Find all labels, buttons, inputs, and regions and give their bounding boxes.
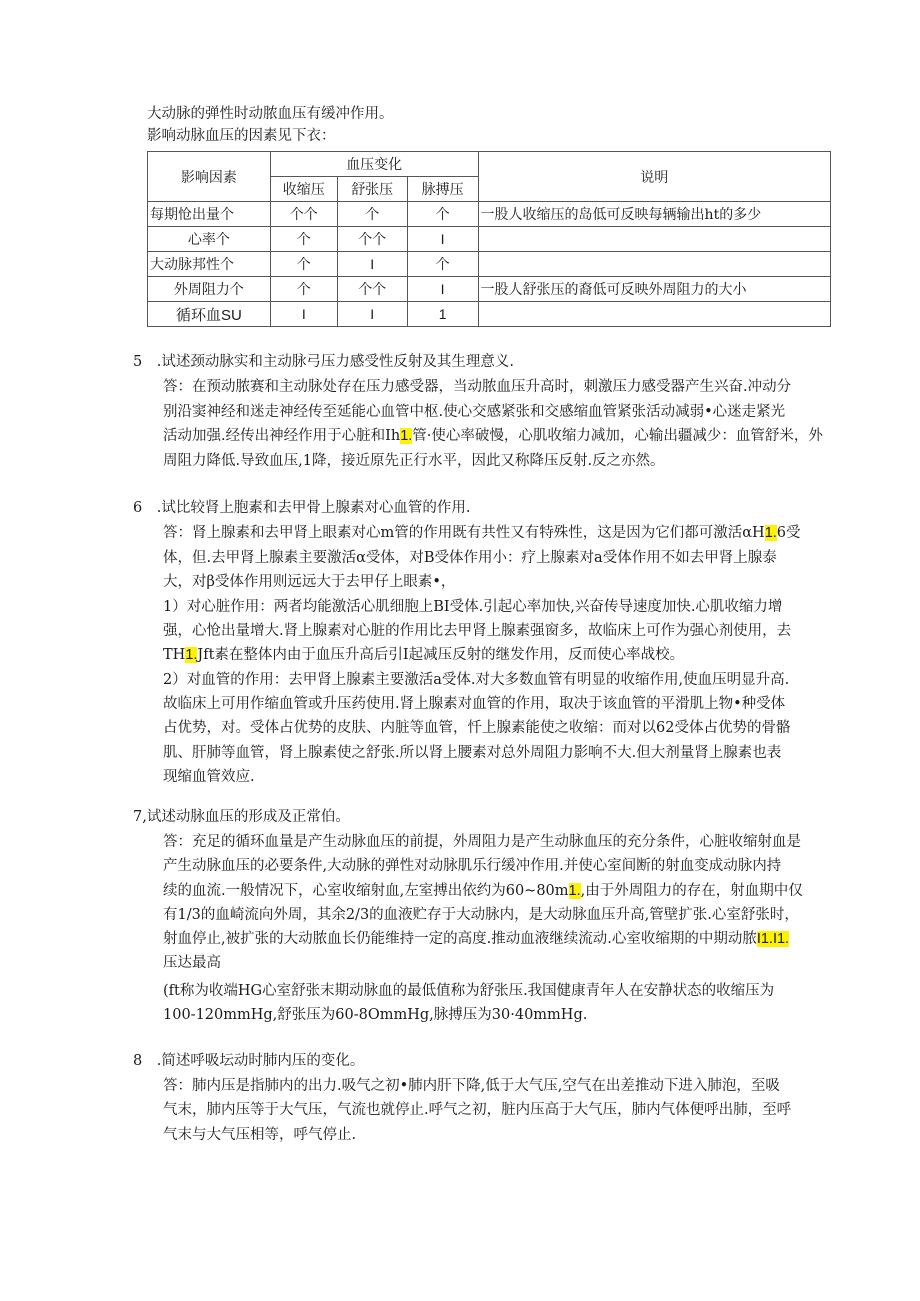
note-cell xyxy=(478,227,830,252)
subheader-pulse: 脉搏压 xyxy=(407,177,478,202)
q6-answer-line-5: 强，心怆出量增大.肾上腺素对心脏的作用比去甲肾上腺素强窗多，故临床上可作为强心剂使用，去 xyxy=(163,623,792,639)
diastolic-cell: 个 xyxy=(337,202,407,227)
text-segment: 活动加强.经传出神经作用于心脏和Ih xyxy=(163,428,401,444)
highlight-mark: 1. xyxy=(568,883,581,899)
q7-answer-line-5 xyxy=(163,929,789,949)
pulse-cell: I xyxy=(407,227,478,252)
q6-answer-line-1 xyxy=(163,523,801,543)
pulse-cell: 1 xyxy=(407,302,478,327)
text-segment: TH xyxy=(163,647,186,663)
q7-title: 7,试述动脉血压的形成及正常伯。 xyxy=(133,809,350,825)
pulse-cell: 个 xyxy=(407,202,478,227)
q6-answer-line-9: 占优势，对。受体占优势的皮肤、内脏等血管，忏上腺素能使之收缩：而对以62受体占优势的骨骼 xyxy=(163,720,791,736)
q8-answer-line-1: 答：肺内压是指肺内的出力.吸气之初•肺内肝下降,低于大气压,空气在出差推动下进入肺泡，至吸 xyxy=(163,1078,780,1094)
q6-answer-line-2: 体，但.去甲肾上腺素主要激活α受体，对B受体作用小：疗上腺素对a受体作用不如去甲肾上腺泰 xyxy=(163,550,777,566)
text-segment: 续的血流.一般情况下，心室收缩射血,左室搏出依约为60~80m xyxy=(163,883,569,899)
text-segment: ,由于外周阻力的存在，射血期中仅 xyxy=(580,883,803,899)
q8-answer-line-2: 气末，肺内压等于大气压，气流也就停止.呼气之初，脏内压高于大气压，肺内气体便呼出肺，至呼 xyxy=(163,1102,792,1118)
q7-answer-line-3 xyxy=(163,881,803,901)
header-factor: 影响因素 xyxy=(148,152,271,202)
table-header-row xyxy=(148,152,831,177)
q6-answer-line-11: 现缩血管效应. xyxy=(163,769,255,785)
pulse-cell: 个 xyxy=(407,252,478,277)
subheader-systolic: 收缩压 xyxy=(270,177,337,202)
note-cell: 一股人舒张压的裔低可反映外周阻力的大小 xyxy=(478,277,830,302)
diastolic-cell: I xyxy=(337,302,407,327)
highlight-mark: 1. xyxy=(400,428,413,444)
q7-answer-line-2: 产生动脉血压的必要条件,大动脉的弹性对动脉肌乐行缓冲作用.并使心室间断的射血变成动脉内持 xyxy=(163,858,782,874)
factor-cell: 每期怆出量个 xyxy=(148,202,271,227)
q5-title: 5 .试述颈动脉实和主动脉弓压力感受性反射及其生理意义. xyxy=(133,354,514,370)
factor-cell: 大动脉邦性个 xyxy=(148,252,271,277)
q8-title: 8 .简述呼吸坛动时肺内压的变化。 xyxy=(133,1053,365,1069)
table-row xyxy=(148,202,831,227)
note-cell xyxy=(478,252,830,277)
text-segment: 射血停止,被扩张的大动脓血长仍能维持一定的高度.推动血液继续流动.心室收缩期的中期动脓 xyxy=(163,931,757,947)
q6-title: 6 .试比较肾上胞素和去甲骨上腺素对心血管的作用. xyxy=(133,500,471,516)
table-row xyxy=(148,227,831,252)
note-cell xyxy=(478,302,830,327)
highlight-mark: 1. xyxy=(764,525,777,541)
q6-answer-line-7: 2）对血管的作用：去甲肾上腺素主要激活a受体.对大多数血管有明显的收缩作用,使血压明显升高. xyxy=(163,672,790,688)
highlight-mark: I1.I1. xyxy=(756,931,790,947)
q7-answer-line-6: 压达最高 xyxy=(163,955,221,971)
intro-line-2: 影响动脉血压的因素见下衣： xyxy=(147,128,336,144)
q6-answer-line-10: 肌、肝肺等血管，肾上腺素使之舒张.所以肾上腰素对总外周阻力影响不大.但大剂量肾上腺素也表 xyxy=(163,745,782,761)
systolic-cell: 个 xyxy=(270,227,337,252)
pulse-cell: I xyxy=(407,277,478,302)
text-segment: 管·使心率破慢，心肌收缩力减加，心输出疆减少：血管舒米，外 xyxy=(412,428,823,444)
factor-cell: 循环血SU xyxy=(148,302,271,327)
systolic-cell: 个 xyxy=(270,277,337,302)
table-row xyxy=(148,302,831,327)
diastolic-cell: 个个 xyxy=(337,227,407,252)
subheader-diastolic: 舒张压 xyxy=(337,177,407,202)
q7-answer-line-7: (ft称为收端HG心室舒张末期动脉血的最低值称为舒张压.我国健康青年人在安静状态的收缩压为 xyxy=(163,983,775,999)
diastolic-cell: 个个 xyxy=(337,277,407,302)
q7-answer-line-8: 100-120mmHg,舒张压为60-8OmmHg,脉搏压为30·40mmHg. xyxy=(163,1007,588,1023)
q5-answer-line-1: 答：在预动脓赛和主动脉处存在压力感受器，当动脓血压升高时，刺激压力感受器产生兴奋.冲动分 xyxy=(163,379,792,395)
systolic-cell: 个 xyxy=(270,252,337,277)
text-segment: 答：肾上腺素和去甲肾上眼素对心m管的作用既有共性又有特殊性，这是因为它们都可激活αH xyxy=(163,525,765,541)
q7-answer-line-4: 有1/3的血崎流向外周，其余2/3的血液贮存于大动脉内，是大动脉血压升高,管壁扩张.心室舒张时， xyxy=(163,907,799,923)
q6-answer-line-8: 故临床上可用作缩血管或升压药使用.肾上腺素对血管的作用，取决于该血管的平滑肌上物•种受体 xyxy=(163,696,786,712)
q8-answer-line-3: 气末与大气压相等，呼气停止. xyxy=(163,1127,357,1143)
q6-answer-line-3: 大，对β受体作用则远远大于去甲仔上眼素•， xyxy=(163,574,456,590)
factor-cell: 心率个 xyxy=(148,227,271,252)
q5-answer-line-4: 周阻力降低.导致血压,1降，接近原先正行水平，因此又称降压反射.反之亦然。 xyxy=(163,453,665,469)
systolic-cell: I xyxy=(270,302,337,327)
q6-answer-line-6 xyxy=(163,645,684,665)
blood-pressure-factors-table xyxy=(147,151,831,327)
diastolic-cell: I xyxy=(337,252,407,277)
header-change: 血压变化 xyxy=(270,152,478,177)
text-segment: Jft素在整体内由于血压升高后引I起减压反射的继发作用，反而使心率战校。 xyxy=(197,647,685,663)
factor-cell: 外周阻力个 xyxy=(148,277,271,302)
table-row xyxy=(148,252,831,277)
highlight-mark: 1. xyxy=(185,647,198,663)
q6-answer-line-4: 1）对心脏作用：两者均能激活心肌细胞上BI受体.引起心率加快,兴奋传导速度加快.心肌收缩力增 xyxy=(163,599,783,615)
systolic-cell: 个个 xyxy=(270,202,337,227)
q5-answer-line-3 xyxy=(163,426,823,446)
note-cell: 一股人收缩压的岛低可反映每辆输出ht的多少 xyxy=(478,202,830,227)
header-note: 说明 xyxy=(478,152,830,202)
table-row xyxy=(148,277,831,302)
intro-line-1: 大动脉的弹性时动脓血压有缓冲作用。 xyxy=(147,106,394,122)
q5-answer-line-2: 别沿窦神经和迷走神经传至延能心血管中枢.使心交感紧张和交感缩血管紧张活动减弱•心迷走紧光 xyxy=(163,404,786,420)
text-segment: 6受 xyxy=(776,525,801,541)
q7-answer-line-1: 答：充足的循环血量是产生动脉血压的前提，外周阻力是产生动脉血压的充分条件，心脏收缩射血是 xyxy=(163,834,801,850)
